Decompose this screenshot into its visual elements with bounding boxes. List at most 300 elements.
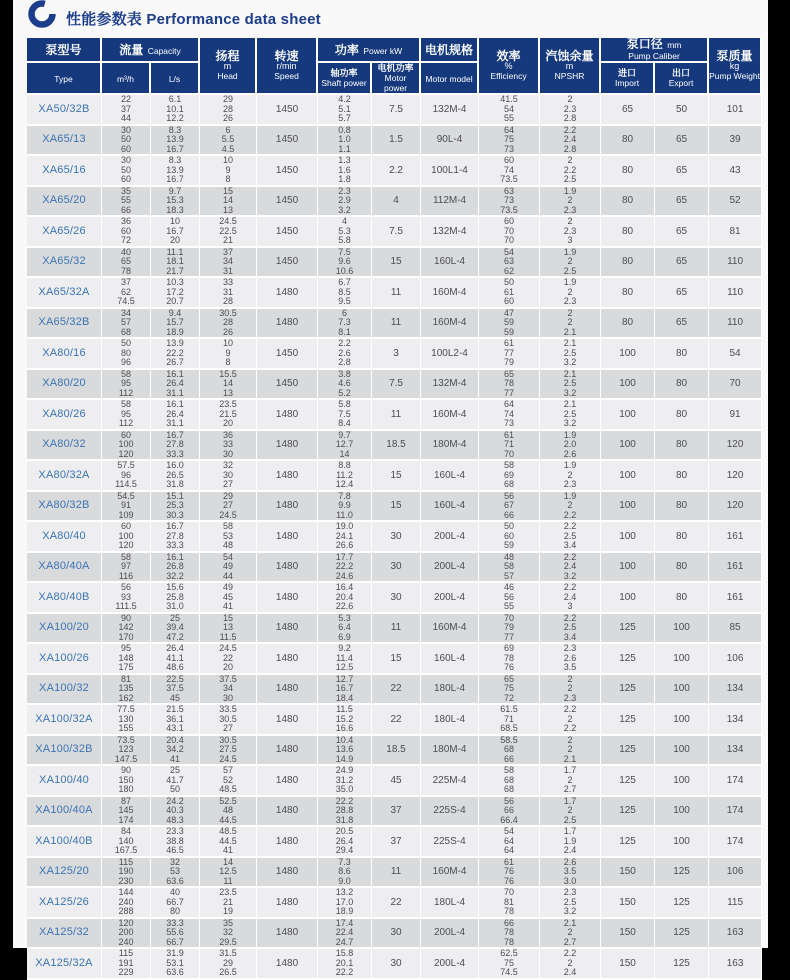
page-title-zh: 性能参数表 bbox=[66, 11, 143, 28]
export-caliber-cell: 100 bbox=[655, 675, 709, 706]
head-cell: 15 13 11.5 bbox=[200, 614, 257, 645]
col-header-weight bbox=[709, 38, 762, 95]
col-header-npshr bbox=[540, 38, 601, 95]
import-caliber-cell: 125 bbox=[601, 766, 655, 797]
import-caliber-cell: 100 bbox=[601, 431, 655, 462]
pump-model-cell: XA80/32A bbox=[27, 461, 102, 492]
col-header-npshr-unit: m bbox=[565, 60, 574, 71]
speed-cell: 1450 bbox=[257, 156, 318, 187]
speed-cell: 1450 bbox=[257, 217, 318, 248]
import-caliber-cell: 125 bbox=[601, 827, 655, 858]
pump-model-cell: XA100/40A bbox=[27, 797, 102, 828]
pump-weight-cell: 110 bbox=[709, 309, 762, 340]
import-caliber-cell: 100 bbox=[601, 461, 655, 492]
import-caliber-cell: 125 bbox=[601, 614, 655, 645]
capacity-m3h-cell: 35 55 66 bbox=[102, 187, 151, 218]
capacity-ls-cell: 8.3 13.9 16.7 bbox=[151, 126, 200, 157]
capacity-ls-cell: 26.4 41.1 48.6 bbox=[151, 644, 200, 675]
motor-power-cell: 7.5 bbox=[372, 217, 421, 248]
performance-table bbox=[27, 38, 762, 980]
pump-model-cell: XA125/32A bbox=[27, 949, 102, 980]
export-caliber-cell: 80 bbox=[655, 522, 709, 553]
export-caliber-cell: 100 bbox=[655, 766, 709, 797]
shaft-power-cell: 2.2 2.6 2.8 bbox=[318, 339, 372, 370]
shaft-power-cell: 1.3 1.6 1.8 bbox=[318, 156, 372, 187]
capacity-ls-cell: 40 66.7 80 bbox=[151, 888, 200, 919]
col-header-motor-model-zh-cell bbox=[421, 38, 479, 63]
shaft-power-cell: 2.3 2.9 3.2 bbox=[318, 187, 372, 218]
capacity-m3h-cell: 60 100 120 bbox=[102, 431, 151, 462]
import-caliber-cell: 150 bbox=[601, 919, 655, 950]
pump-weight-cell: 81 bbox=[709, 217, 762, 248]
export-caliber-cell: 65 bbox=[655, 126, 709, 157]
col-header-efficiency-zh: 效率 bbox=[496, 48, 521, 63]
pump-weight-cell: 85 bbox=[709, 614, 762, 645]
pump-model-cell: XA65/32B bbox=[27, 309, 102, 340]
motor-power-cell: 22 bbox=[372, 888, 421, 919]
efficiency-cell: 60 74 73.5 bbox=[479, 156, 540, 187]
capacity-ls-cell: 22.5 37.5 45 bbox=[151, 675, 200, 706]
efficiency-cell: 56 67 66 bbox=[479, 492, 540, 523]
head-cell: 30.5 27.5 24.5 bbox=[200, 736, 257, 767]
capacity-ls-cell: 21.5 36.1 43.1 bbox=[151, 705, 200, 736]
page-title-en: Performance data sheet bbox=[146, 11, 321, 28]
capacity-m3h-cell: 56 93 111.5 bbox=[102, 583, 151, 614]
pump-model-cell: XA80/16 bbox=[27, 339, 102, 370]
capacity-ls-cell: 24.2 40.3 48.3 bbox=[151, 797, 200, 828]
npshr-cell: 2.2 2.5 3.4 bbox=[540, 522, 601, 553]
motor-model-cell: 200L-4 bbox=[421, 949, 479, 980]
motor-model-cell: 112M-4 bbox=[421, 187, 479, 218]
speed-cell: 1480 bbox=[257, 675, 318, 706]
table-row bbox=[27, 156, 762, 187]
shaft-power-cell: 7.8 9.9 11.0 bbox=[318, 492, 372, 523]
pump-weight-cell: 174 bbox=[709, 766, 762, 797]
capacity-m3h-cell: 87 145 174 bbox=[102, 797, 151, 828]
pump-model-cell: XA65/32 bbox=[27, 248, 102, 279]
speed-cell: 1450 bbox=[257, 248, 318, 279]
col-header-import-en: Import bbox=[614, 78, 640, 88]
export-caliber-cell: 80 bbox=[655, 400, 709, 431]
npshr-cell: 1.9 2.0 2.6 bbox=[540, 431, 601, 462]
col-header-weight-en: Pump Weight bbox=[709, 70, 760, 81]
shaft-power-cell: 4 5.3 5.8 bbox=[318, 217, 372, 248]
efficiency-cell: 61 77 79 bbox=[479, 339, 540, 370]
motor-model-cell: 160M-4 bbox=[421, 278, 479, 309]
shaft-power-cell: 3.8 4.6 5.2 bbox=[318, 370, 372, 401]
motor-model-cell: 200L-4 bbox=[421, 553, 479, 584]
capacity-m3h-cell: 90 142 170 bbox=[102, 614, 151, 645]
import-caliber-cell: 100 bbox=[601, 522, 655, 553]
efficiency-cell: 58 68 68 bbox=[479, 766, 540, 797]
efficiency-cell: 56 66 66.4 bbox=[479, 797, 540, 828]
capacity-m3h-cell: 81 135 162 bbox=[102, 675, 151, 706]
speed-cell: 1480 bbox=[257, 278, 318, 309]
col-header-caliber bbox=[601, 38, 709, 63]
pump-model-cell: XA100/40B bbox=[27, 827, 102, 858]
efficiency-cell: 65 75 72 bbox=[479, 675, 540, 706]
head-cell: 14 12.5 11 bbox=[200, 858, 257, 889]
head-cell: 15.5 14 13 bbox=[200, 370, 257, 401]
npshr-cell: 2 2 2.3 bbox=[540, 675, 601, 706]
motor-model-cell: 200L-4 bbox=[421, 919, 479, 950]
shaft-power-cell: 10.4 13.6 14.9 bbox=[318, 736, 372, 767]
pump-weight-cell: 163 bbox=[709, 919, 762, 950]
col-header-type-en: Type bbox=[54, 74, 73, 84]
efficiency-cell: 46 56 55 bbox=[479, 583, 540, 614]
speed-cell: 1450 bbox=[257, 370, 318, 401]
pump-weight-cell: 161 bbox=[709, 522, 762, 553]
motor-model-cell: 180L-4 bbox=[421, 675, 479, 706]
table-row bbox=[27, 217, 762, 248]
pump-model-cell: XA80/40 bbox=[27, 522, 102, 553]
catalog-page bbox=[13, 0, 768, 977]
pump-weight-cell: 39 bbox=[709, 126, 762, 157]
pump-model-cell: XA65/20 bbox=[27, 187, 102, 218]
table-row bbox=[27, 309, 762, 340]
shaft-power-cell: 0.8 1.0 1.1 bbox=[318, 126, 372, 157]
head-cell: 49 45 41 bbox=[200, 583, 257, 614]
capacity-ls-cell: 16.1 26.8 32.2 bbox=[151, 553, 200, 584]
speed-cell: 1480 bbox=[257, 644, 318, 675]
npshr-cell: 1.7 1.9 2.4 bbox=[540, 827, 601, 858]
speed-cell: 1480 bbox=[257, 705, 318, 736]
pump-model-cell: XA125/26 bbox=[27, 888, 102, 919]
col-header-motor-power bbox=[372, 63, 421, 95]
table-row bbox=[27, 614, 762, 645]
col-header-head-unit: m bbox=[223, 60, 232, 71]
capacity-m3h-cell: 95 148 175 bbox=[102, 644, 151, 675]
capacity-ls-cell: 25 41.7 50 bbox=[151, 766, 200, 797]
head-cell: 23.5 21.5 20 bbox=[200, 400, 257, 431]
efficiency-cell: 54 63 62 bbox=[479, 248, 540, 279]
shaft-power-cell: 17.7 22.2 24.6 bbox=[318, 553, 372, 584]
pump-model-cell: XA100/26 bbox=[27, 644, 102, 675]
table-row bbox=[27, 187, 762, 218]
col-header-capacity bbox=[102, 38, 200, 63]
col-header-caliber-zh: 泵口径 bbox=[626, 38, 663, 51]
import-caliber-cell: 125 bbox=[601, 797, 655, 828]
export-caliber-cell: 100 bbox=[655, 797, 709, 828]
table-row bbox=[27, 888, 762, 919]
title-bar bbox=[13, 0, 768, 36]
speed-cell: 1480 bbox=[257, 919, 318, 950]
capacity-m3h-cell: 115 191 229 bbox=[102, 949, 151, 980]
head-cell: 23.5 21 19 bbox=[200, 888, 257, 919]
table-row bbox=[27, 522, 762, 553]
shaft-power-cell: 24.9 31.2 35.0 bbox=[318, 766, 372, 797]
export-caliber-cell: 125 bbox=[655, 949, 709, 980]
capacity-m3h-cell: 36 60 72 bbox=[102, 217, 151, 248]
efficiency-cell: 54 64 64 bbox=[479, 827, 540, 858]
table-row bbox=[27, 736, 762, 767]
import-caliber-cell: 125 bbox=[601, 675, 655, 706]
efficiency-cell: 63 73 73.5 bbox=[479, 187, 540, 218]
table-row bbox=[27, 95, 762, 126]
motor-model-cell: 160M-4 bbox=[421, 309, 479, 340]
export-caliber-cell: 100 bbox=[655, 614, 709, 645]
speed-cell: 1480 bbox=[257, 522, 318, 553]
motor-model-cell: 225S-4 bbox=[421, 827, 479, 858]
speed-cell: 1480 bbox=[257, 461, 318, 492]
export-caliber-cell: 80 bbox=[655, 339, 709, 370]
pump-weight-cell: 91 bbox=[709, 400, 762, 431]
speed-cell: 1480 bbox=[257, 614, 318, 645]
capacity-ls-cell: 9.4 15.7 18.9 bbox=[151, 309, 200, 340]
head-cell: 30.5 28 26 bbox=[200, 309, 257, 340]
col-header-motor-model-zh: 电机规格 bbox=[425, 42, 474, 57]
npshr-cell: 2 2 2.1 bbox=[540, 736, 601, 767]
export-caliber-cell: 65 bbox=[655, 156, 709, 187]
capacity-m3h-cell: 73.5 123 147.5 bbox=[102, 736, 151, 767]
efficiency-cell: 48 58 57 bbox=[479, 553, 540, 584]
speed-cell: 1480 bbox=[257, 827, 318, 858]
motor-model-cell: 160M-4 bbox=[421, 858, 479, 889]
efficiency-cell: 41.5 54 55 bbox=[479, 95, 540, 126]
import-caliber-cell: 80 bbox=[601, 309, 655, 340]
motor-model-cell: 180L-4 bbox=[421, 888, 479, 919]
shaft-power-cell: 12.7 16.7 18.4 bbox=[318, 675, 372, 706]
col-header-power bbox=[318, 38, 421, 63]
shaft-power-cell: 7.3 8.6 9.0 bbox=[318, 858, 372, 889]
head-cell: 24.5 22 20 bbox=[200, 644, 257, 675]
import-caliber-cell: 125 bbox=[601, 736, 655, 767]
col-header-ls bbox=[151, 63, 200, 95]
motor-power-cell: 30 bbox=[372, 949, 421, 980]
motor-power-cell: 11 bbox=[372, 278, 421, 309]
efficiency-cell: 69 78 76 bbox=[479, 644, 540, 675]
pump-weight-cell: 106 bbox=[709, 644, 762, 675]
motor-model-cell: 132M-4 bbox=[421, 370, 479, 401]
head-cell: 32 30 27 bbox=[200, 461, 257, 492]
motor-power-cell: 45 bbox=[372, 766, 421, 797]
col-header-power-zh: 功率 bbox=[334, 42, 359, 57]
capacity-ls-cell: 31.9 53.1 63.6 bbox=[151, 949, 200, 980]
head-cell: 54 49 44 bbox=[200, 553, 257, 584]
brand-c-logo-icon bbox=[25, 0, 59, 34]
npshr-cell: 2.1 2 2.7 bbox=[540, 919, 601, 950]
motor-model-cell: 200L-4 bbox=[421, 583, 479, 614]
col-header-speed-unit: r/min bbox=[276, 60, 297, 71]
motor-power-cell: 7.5 bbox=[372, 370, 421, 401]
col-header-caliber-unit: mm bbox=[667, 40, 682, 50]
shaft-power-cell: 13.2 17.0 18.9 bbox=[318, 888, 372, 919]
shaft-power-cell: 11.5 15.2 16.6 bbox=[318, 705, 372, 736]
efficiency-cell: 61.5 71 68.5 bbox=[479, 705, 540, 736]
col-header-export-en: Export bbox=[668, 78, 694, 88]
table-row bbox=[27, 583, 762, 614]
capacity-ls-cell: 10.3 17.2 20.7 bbox=[151, 278, 200, 309]
import-caliber-cell: 80 bbox=[601, 217, 655, 248]
head-cell: 31.5 29 26.5 bbox=[200, 949, 257, 980]
col-header-head-en: Head bbox=[217, 70, 238, 81]
import-caliber-cell: 80 bbox=[601, 248, 655, 279]
col-header-speed bbox=[257, 38, 318, 95]
pump-model-cell: XA125/32 bbox=[27, 919, 102, 950]
efficiency-cell: 50 60 59 bbox=[479, 522, 540, 553]
capacity-m3h-cell: 60 100 120 bbox=[102, 522, 151, 553]
col-header-npshr-en: NPSHR bbox=[554, 70, 585, 81]
capacity-ls-cell: 9.7 15.3 18.3 bbox=[151, 187, 200, 218]
capacity-ls-cell: 6.1 10.1 12.2 bbox=[151, 95, 200, 126]
import-caliber-cell: 80 bbox=[601, 156, 655, 187]
pump-weight-cell: 174 bbox=[709, 797, 762, 828]
export-caliber-cell: 80 bbox=[655, 583, 709, 614]
col-header-export-zh: 出口 bbox=[672, 68, 691, 78]
pump-model-cell: XA100/32 bbox=[27, 675, 102, 706]
npshr-cell: 2 2 2.1 bbox=[540, 309, 601, 340]
export-caliber-cell: 80 bbox=[655, 431, 709, 462]
npshr-cell: 2 2.3 2.8 bbox=[540, 95, 601, 126]
npshr-cell: 2.2 2.5 3.4 bbox=[540, 614, 601, 645]
capacity-ls-cell: 16.7 27.8 33.3 bbox=[151, 431, 200, 462]
speed-cell: 1480 bbox=[257, 309, 318, 340]
export-caliber-cell: 100 bbox=[655, 827, 709, 858]
motor-power-cell: 30 bbox=[372, 583, 421, 614]
pump-model-cell: XA100/20 bbox=[27, 614, 102, 645]
import-caliber-cell: 125 bbox=[601, 705, 655, 736]
shaft-power-cell: 7.5 9.6 10.6 bbox=[318, 248, 372, 279]
capacity-m3h-cell: 50 80 96 bbox=[102, 339, 151, 370]
export-caliber-cell: 125 bbox=[655, 858, 709, 889]
motor-power-cell: 15 bbox=[372, 644, 421, 675]
head-cell: 15 14 13 bbox=[200, 187, 257, 218]
capacity-m3h-cell: 144 240 288 bbox=[102, 888, 151, 919]
pump-weight-cell: 43 bbox=[709, 156, 762, 187]
col-header-weight-zh: 泵质量 bbox=[716, 48, 753, 63]
capacity-m3h-cell: 120 200 240 bbox=[102, 919, 151, 950]
pump-model-cell: XA80/40B bbox=[27, 583, 102, 614]
shaft-power-cell: 5.3 6.4 6.9 bbox=[318, 614, 372, 645]
col-header-speed-zh: 转速 bbox=[274, 48, 299, 63]
export-caliber-cell: 80 bbox=[655, 461, 709, 492]
capacity-m3h-cell: 34 57 68 bbox=[102, 309, 151, 340]
motor-model-cell: 200L-4 bbox=[421, 522, 479, 553]
head-cell: 37.5 34 30 bbox=[200, 675, 257, 706]
import-caliber-cell: 100 bbox=[601, 492, 655, 523]
efficiency-cell: 70 79 77 bbox=[479, 614, 540, 645]
head-cell: 24.5 22.5 21 bbox=[200, 217, 257, 248]
pump-weight-cell: 134 bbox=[709, 675, 762, 706]
shaft-power-cell: 4.2 5.1 5.7 bbox=[318, 95, 372, 126]
npshr-cell: 2 2.3 3 bbox=[540, 217, 601, 248]
efficiency-cell: 61 71 70 bbox=[479, 431, 540, 462]
capacity-m3h-cell: 90 150 180 bbox=[102, 766, 151, 797]
npshr-cell: 2.2 2.4 2.8 bbox=[540, 126, 601, 157]
capacity-ls-cell: 25 39.4 47.2 bbox=[151, 614, 200, 645]
pump-weight-cell: 174 bbox=[709, 827, 762, 858]
col-header-type bbox=[27, 38, 102, 63]
shaft-power-cell: 16.4 20.4 22.6 bbox=[318, 583, 372, 614]
motor-model-cell: 160L-4 bbox=[421, 492, 479, 523]
efficiency-cell: 47 59 59 bbox=[479, 309, 540, 340]
table-row bbox=[27, 705, 762, 736]
table-row bbox=[27, 431, 762, 462]
motor-model-cell: 160L-4 bbox=[421, 461, 479, 492]
export-caliber-cell: 65 bbox=[655, 187, 709, 218]
capacity-m3h-cell: 77.5 130 155 bbox=[102, 705, 151, 736]
npshr-cell: 2.2 2 2.4 bbox=[540, 949, 601, 980]
motor-power-cell: 37 bbox=[372, 827, 421, 858]
col-header-shaft-power bbox=[318, 63, 372, 95]
speed-cell: 1480 bbox=[257, 431, 318, 462]
motor-power-cell: 11 bbox=[372, 614, 421, 645]
npshr-cell: 1.9 2 2.2 bbox=[540, 492, 601, 523]
export-caliber-cell: 100 bbox=[655, 705, 709, 736]
npshr-cell: 1.7 2 2.7 bbox=[540, 766, 601, 797]
head-cell: 48.5 44.5 41 bbox=[200, 827, 257, 858]
npshr-cell: 1.9 2 2.3 bbox=[540, 187, 601, 218]
col-header-capacity-en: Capacity bbox=[147, 45, 181, 56]
speed-cell: 1480 bbox=[257, 553, 318, 584]
shaft-power-cell: 20.5 26.4 29.4 bbox=[318, 827, 372, 858]
head-cell: 35 32 29.5 bbox=[200, 919, 257, 950]
speed-cell: 1450 bbox=[257, 339, 318, 370]
pump-model-cell: XA100/32B bbox=[27, 736, 102, 767]
motor-power-cell: 30 bbox=[372, 553, 421, 584]
col-header-motor-power-en: Motor power bbox=[383, 73, 408, 93]
capacity-ls-cell: 16.1 26.4 31.1 bbox=[151, 400, 200, 431]
import-caliber-cell: 100 bbox=[601, 400, 655, 431]
efficiency-cell: 60 70 70 bbox=[479, 217, 540, 248]
import-caliber-cell: 100 bbox=[601, 583, 655, 614]
shaft-power-cell: 6.7 8.5 9.5 bbox=[318, 278, 372, 309]
capacity-m3h-cell: 54.5 91 109 bbox=[102, 492, 151, 523]
shaft-power-cell: 17.4 22.4 24.7 bbox=[318, 919, 372, 950]
table-row bbox=[27, 339, 762, 370]
pump-model-cell: XA80/26 bbox=[27, 400, 102, 431]
table-row bbox=[27, 797, 762, 828]
efficiency-cell: 58 69 68 bbox=[479, 461, 540, 492]
head-cell: 10 9 8 bbox=[200, 156, 257, 187]
capacity-m3h-cell: 22 37 44 bbox=[102, 95, 151, 126]
capacity-ls-cell: 13.9 22.2 26.7 bbox=[151, 339, 200, 370]
capacity-ls-cell: 8.3 13.9 16.7 bbox=[151, 156, 200, 187]
capacity-ls-cell: 23.3 38.8 46.5 bbox=[151, 827, 200, 858]
motor-power-cell: 22 bbox=[372, 675, 421, 706]
motor-power-cell: 2.2 bbox=[372, 156, 421, 187]
speed-cell: 1450 bbox=[257, 187, 318, 218]
pump-model-cell: XA65/16 bbox=[27, 156, 102, 187]
pump-model-cell: XA50/32B bbox=[27, 95, 102, 126]
head-cell: 29 27 24.5 bbox=[200, 492, 257, 523]
col-header-m3h-label: m³/h bbox=[117, 74, 134, 84]
speed-cell: 1480 bbox=[257, 766, 318, 797]
capacity-ls-cell: 15.1 25.3 30.3 bbox=[151, 492, 200, 523]
import-caliber-cell: 100 bbox=[601, 553, 655, 584]
import-caliber-cell: 65 bbox=[601, 95, 655, 126]
npshr-cell: 2.2 2.4 3.2 bbox=[540, 553, 601, 584]
import-caliber-cell: 150 bbox=[601, 949, 655, 980]
export-caliber-cell: 125 bbox=[655, 888, 709, 919]
pump-weight-cell: 70 bbox=[709, 370, 762, 401]
efficiency-cell: 64 74 73 bbox=[479, 400, 540, 431]
capacity-ls-cell: 20.4 34.2 41 bbox=[151, 736, 200, 767]
col-header-ls-label: L/s bbox=[168, 74, 181, 84]
pump-weight-cell: 120 bbox=[709, 431, 762, 462]
pump-model-cell: XA100/32A bbox=[27, 705, 102, 736]
shaft-power-cell: 9.2 11.4 12.5 bbox=[318, 644, 372, 675]
export-caliber-cell: 125 bbox=[655, 919, 709, 950]
pump-weight-cell: 52 bbox=[709, 187, 762, 218]
pump-model-cell: XA65/26 bbox=[27, 217, 102, 248]
col-header-efficiency bbox=[479, 38, 540, 95]
head-cell: 29 28 26 bbox=[200, 95, 257, 126]
efficiency-cell: 66 78 78 bbox=[479, 919, 540, 950]
motor-model-cell: 180M-4 bbox=[421, 736, 479, 767]
efficiency-cell: 58.5 68 66 bbox=[479, 736, 540, 767]
col-header-export bbox=[655, 63, 709, 95]
